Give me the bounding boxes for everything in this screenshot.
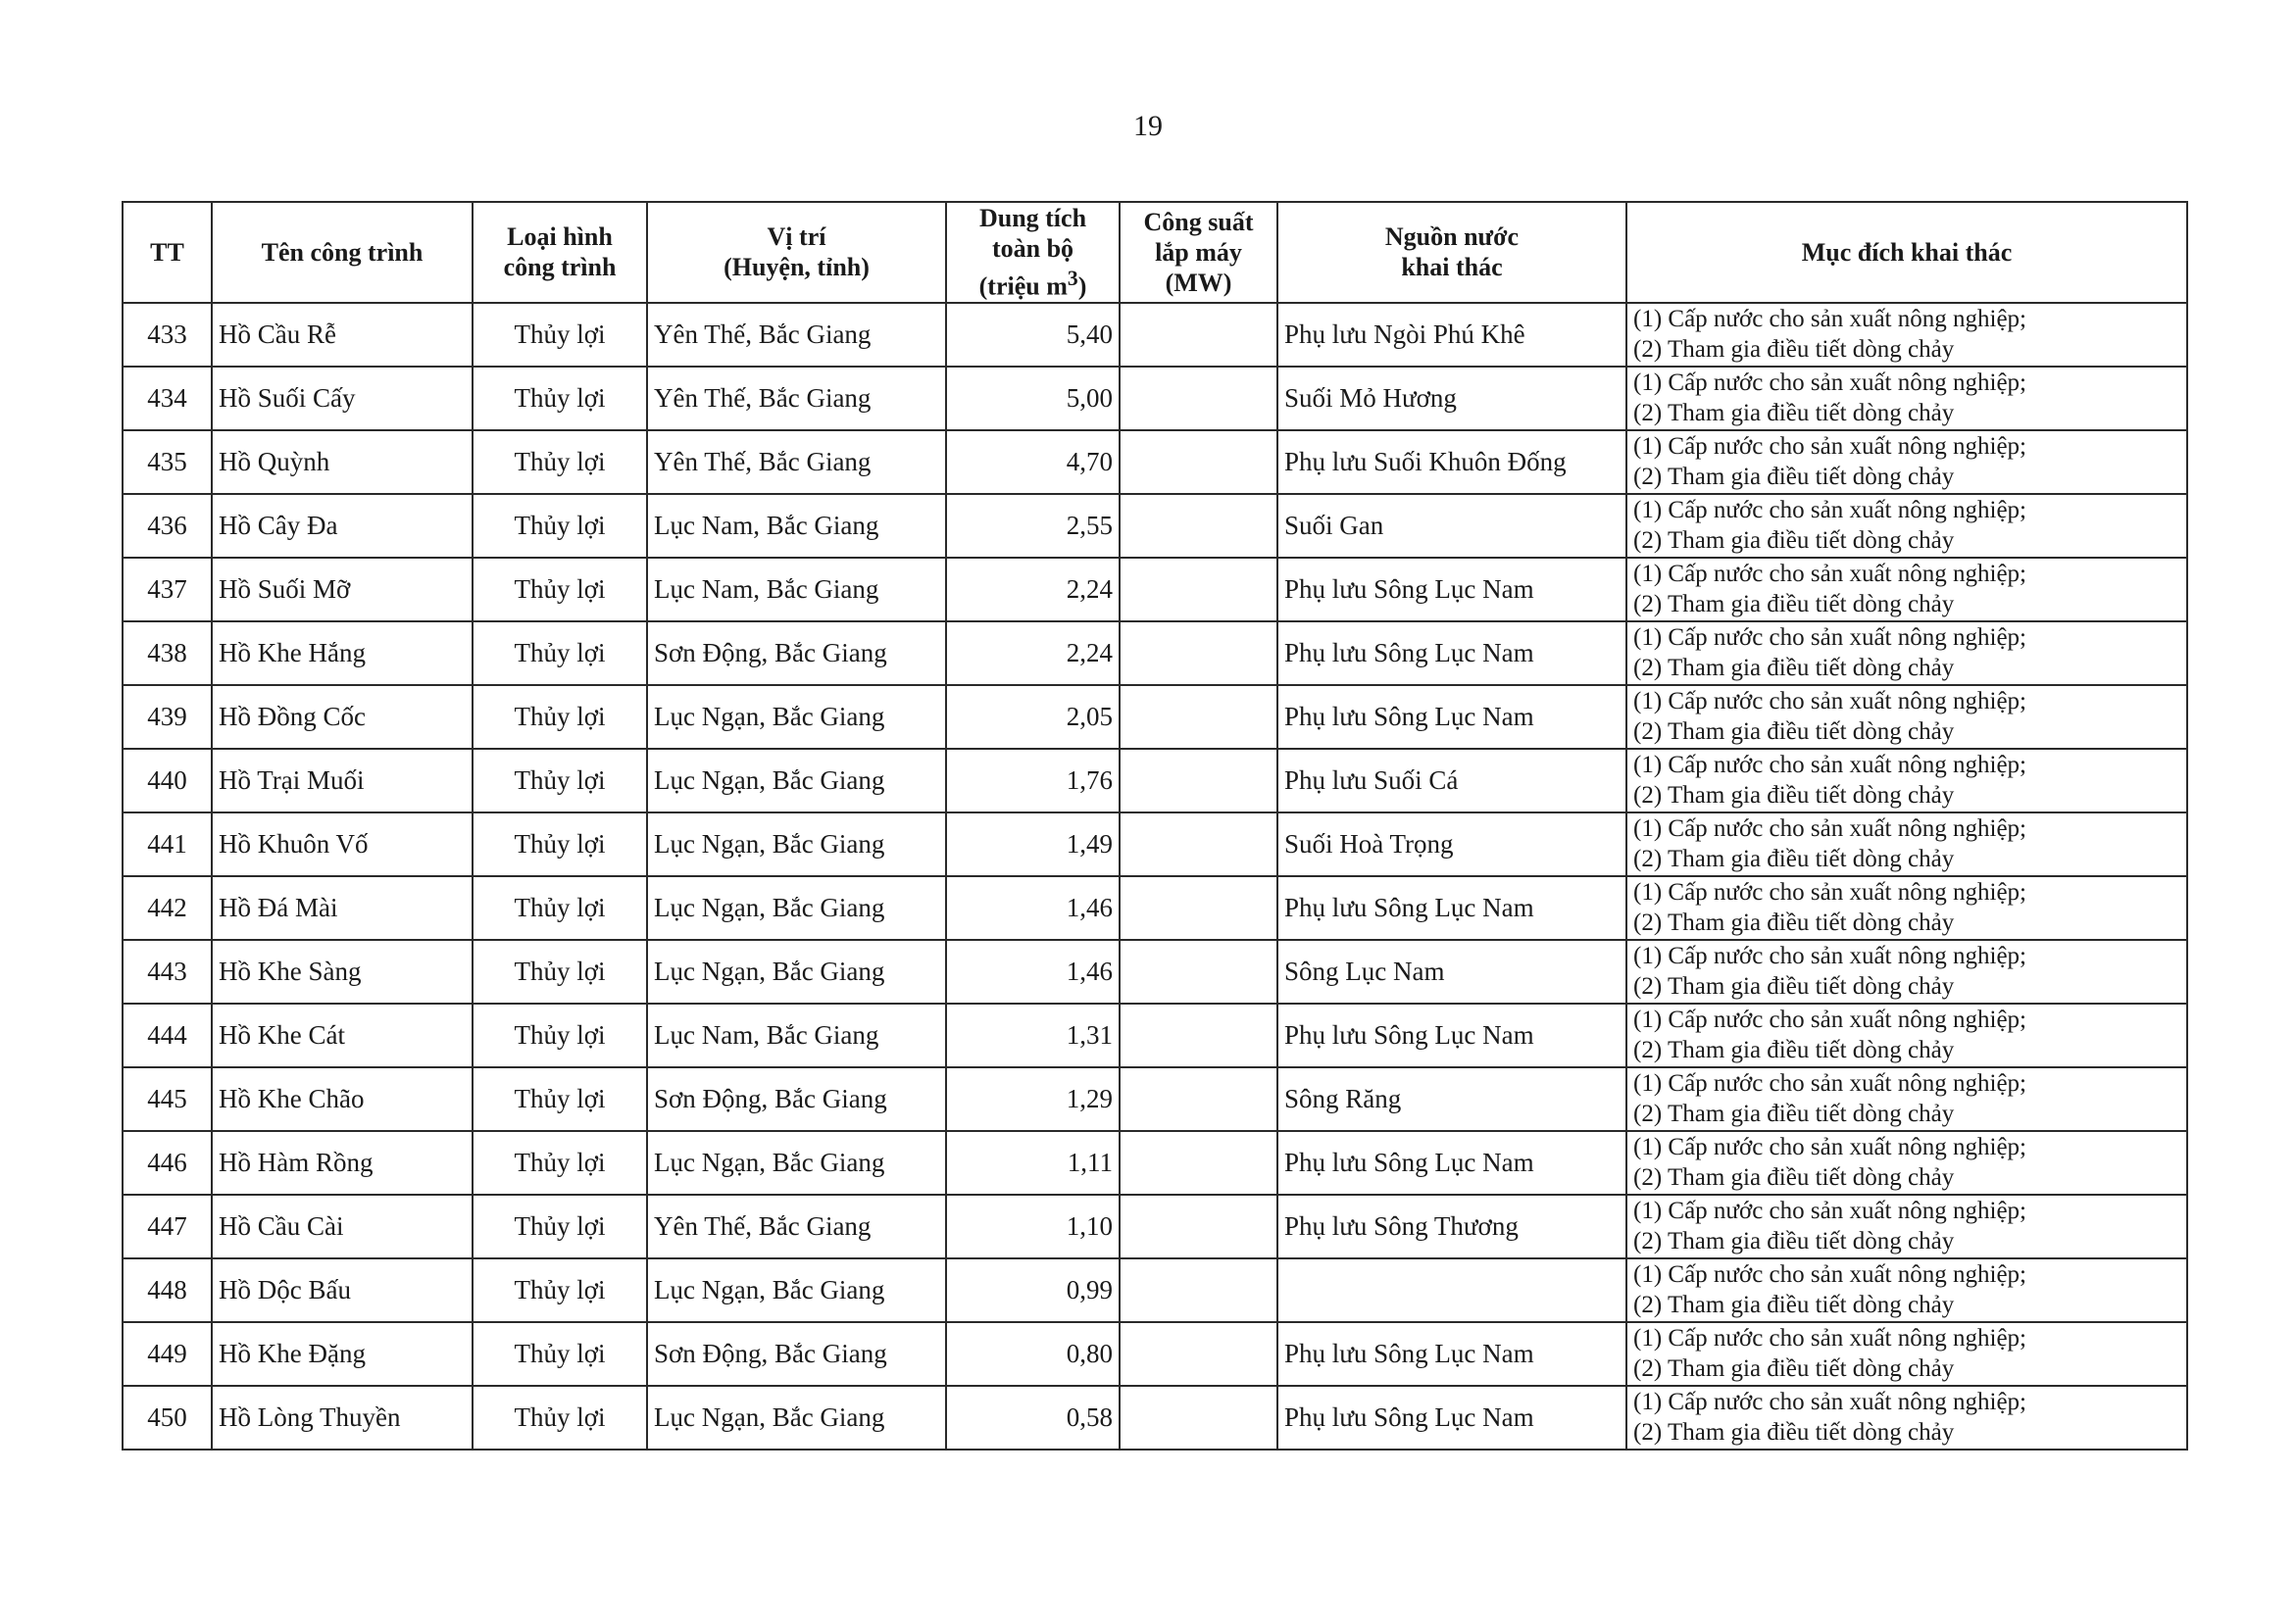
cell-type: Thủy lợi <box>473 940 647 1004</box>
cell-type: Thủy lợi <box>473 1067 647 1131</box>
cell-name: Hồ Cầu Cài <box>212 1195 473 1258</box>
cell-source: Phụ lưu Suối Cá <box>1277 749 1626 812</box>
cell-power <box>1120 1131 1277 1195</box>
cell-location: Lục Ngạn, Bắc Giang <box>647 812 946 876</box>
purpose-line: (1) Cấp nước cho sản xuất nông nghiệp; <box>1633 1198 2026 1225</box>
purpose-line: (1) Cấp nước cho sản xuất nông nghiệp; <box>1633 306 2026 333</box>
cell-type: Thủy lợi <box>473 621 647 685</box>
cell-power <box>1120 558 1277 621</box>
cell-power <box>1120 430 1277 494</box>
cell-tt: 446 <box>123 1131 212 1195</box>
cell-type: Thủy lợi <box>473 1004 647 1067</box>
purpose-line: (1) Cấp nước cho sản xuất nông nghiệp; <box>1633 1389 2026 1416</box>
cell-power <box>1120 812 1277 876</box>
cell-power <box>1120 1004 1277 1067</box>
cell-purpose <box>1626 940 2187 1004</box>
cell-type: Thủy lợi <box>473 494 647 558</box>
cell-source: Phụ lưu Sông Lục Nam <box>1277 685 1626 749</box>
cell-capacity: 2,24 <box>946 558 1120 621</box>
cell-location: Lục Ngạn, Bắc Giang <box>647 1258 946 1322</box>
cell-type: Thủy lợi <box>473 1131 647 1195</box>
cell-source: Phụ lưu Sông Lục Nam <box>1277 1386 1626 1450</box>
purpose-line: (1) Cấp nước cho sản xuất nông nghiệp; <box>1633 1070 2026 1098</box>
cell-capacity: 1,31 <box>946 1004 1120 1067</box>
cell-type: Thủy lợi <box>473 1322 647 1386</box>
cell-type: Thủy lợi <box>473 1386 647 1450</box>
table-row <box>123 1067 2187 1131</box>
cell-location: Sơn Động, Bắc Giang <box>647 1322 946 1386</box>
cell-power <box>1120 749 1277 812</box>
cell-capacity: 2,05 <box>946 685 1120 749</box>
cell-name: Hồ Dộc Bấu <box>212 1258 473 1322</box>
cell-purpose <box>1626 1004 2187 1067</box>
cell-capacity: 1,10 <box>946 1195 1120 1258</box>
header-row <box>123 202 2187 303</box>
cell-name: Hồ Đá Mài <box>212 876 473 940</box>
purpose-line: (1) Cấp nước cho sản xuất nông nghiệp; <box>1633 815 2026 843</box>
header-source: Nguồn nước khai thác <box>1277 202 1626 303</box>
purpose-line: (2) Tham gia điều tiết dòng chảy <box>1633 655 1955 682</box>
cell-source: Phụ lưu Sông Lục Nam <box>1277 621 1626 685</box>
cell-purpose <box>1626 558 2187 621</box>
cell-tt: 444 <box>123 1004 212 1067</box>
cell-capacity: 0,99 <box>946 1258 1120 1322</box>
cell-name: Hồ Suối Mỡ <box>212 558 473 621</box>
cell-type: Thủy lợi <box>473 367 647 430</box>
cell-location: Yên Thế, Bắc Giang <box>647 1195 946 1258</box>
cell-purpose <box>1626 303 2187 367</box>
cell-purpose <box>1626 494 2187 558</box>
purpose-line: (2) Tham gia điều tiết dòng chảy <box>1633 336 1955 364</box>
cell-type: Thủy lợi <box>473 303 647 367</box>
cell-location: Lục Ngạn, Bắc Giang <box>647 685 946 749</box>
purpose-line: (1) Cấp nước cho sản xuất nông nghiệp; <box>1633 688 2026 715</box>
cell-capacity: 2,55 <box>946 494 1120 558</box>
table-row <box>123 685 2187 749</box>
table-row <box>123 1131 2187 1195</box>
table-row <box>123 876 2187 940</box>
cell-source: Phụ lưu Sông Lục Nam <box>1277 1322 1626 1386</box>
cell-capacity: 1,11 <box>946 1131 1120 1195</box>
cell-name: Hồ Hàm Rồng <box>212 1131 473 1195</box>
cell-power <box>1120 1322 1277 1386</box>
cell-tt: 443 <box>123 940 212 1004</box>
cell-capacity: 1,49 <box>946 812 1120 876</box>
table-row <box>123 1004 2187 1067</box>
cell-power <box>1120 621 1277 685</box>
cell-location: Yên Thế, Bắc Giang <box>647 430 946 494</box>
table-row <box>123 494 2187 558</box>
cell-source: Sông Lục Nam <box>1277 940 1626 1004</box>
cell-type: Thủy lợi <box>473 876 647 940</box>
reservoir-table <box>122 201 2188 1451</box>
cell-tt: 433 <box>123 303 212 367</box>
cell-source: Phụ lưu Sông Lục Nam <box>1277 1004 1626 1067</box>
cell-purpose <box>1626 430 2187 494</box>
cell-tt: 440 <box>123 749 212 812</box>
purpose-line: (2) Tham gia điều tiết dòng chảy <box>1633 1101 1955 1128</box>
cell-power <box>1120 1386 1277 1450</box>
purpose-line: (2) Tham gia điều tiết dòng chảy <box>1633 464 1955 491</box>
cell-name: Hồ Cầu Rễ <box>212 303 473 367</box>
purpose-line: (1) Cấp nước cho sản xuất nông nghiệp; <box>1633 1325 2026 1352</box>
cell-location: Lục Ngạn, Bắc Giang <box>647 940 946 1004</box>
cell-tt: 445 <box>123 1067 212 1131</box>
purpose-line: (2) Tham gia điều tiết dòng chảy <box>1633 846 1955 873</box>
purpose-line: (2) Tham gia điều tiết dòng chảy <box>1633 527 1955 555</box>
purpose-line: (2) Tham gia điều tiết dòng chảy <box>1633 591 1955 618</box>
table-row <box>123 1322 2187 1386</box>
table-body <box>123 303 2187 1450</box>
cell-purpose <box>1626 812 2187 876</box>
purpose-line: (1) Cấp nước cho sản xuất nông nghiệp; <box>1633 943 2026 970</box>
cell-name: Hồ Khe Cát <box>212 1004 473 1067</box>
purpose-line: (1) Cấp nước cho sản xuất nông nghiệp; <box>1633 752 2026 779</box>
cell-tt: 434 <box>123 367 212 430</box>
cell-name: Hồ Khe Hắng <box>212 621 473 685</box>
table-row <box>123 303 2187 367</box>
cell-tt: 448 <box>123 1258 212 1322</box>
cell-capacity: 0,80 <box>946 1322 1120 1386</box>
cell-purpose <box>1626 1322 2187 1386</box>
table-row <box>123 558 2187 621</box>
cell-tt: 435 <box>123 430 212 494</box>
cell-tt: 450 <box>123 1386 212 1450</box>
cell-capacity: 1,76 <box>946 749 1120 812</box>
cell-type: Thủy lợi <box>473 749 647 812</box>
purpose-line: (2) Tham gia điều tiết dòng chảy <box>1633 1355 1955 1383</box>
purpose-line: (1) Cấp nước cho sản xuất nông nghiệp; <box>1633 561 2026 588</box>
cell-power <box>1120 303 1277 367</box>
cell-name: Hồ Khe Đặng <box>212 1322 473 1386</box>
cell-name: Hồ Khuôn Vố <box>212 812 473 876</box>
cell-location: Lục Ngạn, Bắc Giang <box>647 876 946 940</box>
cell-purpose <box>1626 1386 2187 1450</box>
cell-location: Lục Nam, Bắc Giang <box>647 558 946 621</box>
cell-source: Suối Gan <box>1277 494 1626 558</box>
table-row <box>123 812 2187 876</box>
header-location: Vị trí (Huyện, tỉnh) <box>647 202 946 303</box>
cell-type: Thủy lợi <box>473 812 647 876</box>
cell-power <box>1120 367 1277 430</box>
purpose-line: (2) Tham gia điều tiết dòng chảy <box>1633 1419 1955 1447</box>
purpose-line: (2) Tham gia điều tiết dòng chảy <box>1633 718 1955 746</box>
cell-capacity: 1,46 <box>946 940 1120 1004</box>
header-power: Công suất lắp máy (MW) <box>1120 202 1277 303</box>
purpose-line: (1) Cấp nước cho sản xuất nông nghiệp; <box>1633 497 2026 524</box>
cell-power <box>1120 1195 1277 1258</box>
cell-source: Sông Răng <box>1277 1067 1626 1131</box>
table-row <box>123 621 2187 685</box>
header-name: Tên công trình <box>212 202 473 303</box>
cell-tt: 449 <box>123 1322 212 1386</box>
cell-location: Yên Thế, Bắc Giang <box>647 367 946 430</box>
purpose-line: (1) Cấp nước cho sản xuất nông nghiệp; <box>1633 1007 2026 1034</box>
cell-location: Lục Ngạn, Bắc Giang <box>647 749 946 812</box>
cell-purpose <box>1626 1195 2187 1258</box>
cell-tt: 438 <box>123 621 212 685</box>
cell-capacity: 1,29 <box>946 1067 1120 1131</box>
cell-location: Sơn Động, Bắc Giang <box>647 621 946 685</box>
cell-source: Phụ lưu Sông Lục Nam <box>1277 558 1626 621</box>
cell-source: Suối Mỏ Hương <box>1277 367 1626 430</box>
cell-name: Hồ Đồng Cốc <box>212 685 473 749</box>
cell-type: Thủy lợi <box>473 1258 647 1322</box>
cell-capacity: 5,40 <box>946 303 1120 367</box>
purpose-line: (2) Tham gia điều tiết dòng chảy <box>1633 1292 1955 1319</box>
cell-type: Thủy lợi <box>473 430 647 494</box>
cell-purpose <box>1626 621 2187 685</box>
cell-tt: 447 <box>123 1195 212 1258</box>
purpose-line: (1) Cấp nước cho sản xuất nông nghiệp; <box>1633 369 2026 397</box>
cell-location: Lục Nam, Bắc Giang <box>647 494 946 558</box>
cell-name: Hồ Cây Đa <box>212 494 473 558</box>
table-row <box>123 367 2187 430</box>
cell-type: Thủy lợi <box>473 558 647 621</box>
cell-source: Phụ lưu Ngòi Phú Khê <box>1277 303 1626 367</box>
header-tt: TT <box>123 202 212 303</box>
page-number: 19 <box>1133 110 1163 142</box>
cell-purpose <box>1626 1067 2187 1131</box>
cell-name: Hồ Suối Cấy <box>212 367 473 430</box>
cell-purpose <box>1626 685 2187 749</box>
cell-tt: 439 <box>123 685 212 749</box>
cell-type: Thủy lợi <box>473 685 647 749</box>
cell-capacity: 1,46 <box>946 876 1120 940</box>
cell-tt: 442 <box>123 876 212 940</box>
cell-source: Phụ lưu Sông Thương <box>1277 1195 1626 1258</box>
cell-power <box>1120 1067 1277 1131</box>
purpose-line: (1) Cấp nước cho sản xuất nông nghiệp; <box>1633 433 2026 461</box>
purpose-line: (1) Cấp nước cho sản xuất nông nghiệp; <box>1633 1261 2026 1289</box>
cell-source: Phụ lưu Suối Khuôn Đống <box>1277 430 1626 494</box>
cell-purpose <box>1626 749 2187 812</box>
cell-type: Thủy lợi <box>473 1195 647 1258</box>
cell-purpose <box>1626 367 2187 430</box>
cell-source <box>1277 1258 1626 1322</box>
cell-power <box>1120 494 1277 558</box>
cell-tt: 441 <box>123 812 212 876</box>
cell-source: Phụ lưu Sông Lục Nam <box>1277 876 1626 940</box>
cell-location: Yên Thế, Bắc Giang <box>647 303 946 367</box>
purpose-line: (1) Cấp nước cho sản xuất nông nghiệp; <box>1633 624 2026 652</box>
cell-source: Suối Hoà Trọng <box>1277 812 1626 876</box>
table-row <box>123 430 2187 494</box>
table-row <box>123 749 2187 812</box>
cell-tt: 436 <box>123 494 212 558</box>
cell-name: Hồ Trại Muối <box>212 749 473 812</box>
cell-tt: 437 <box>123 558 212 621</box>
cell-capacity: 2,24 <box>946 621 1120 685</box>
cell-name: Hồ Lòng Thuyền <box>212 1386 473 1450</box>
header-capacity: Dung tích toàn bộ (triệu $m^3$) <box>946 202 1120 303</box>
cell-source: Phụ lưu Sông Lục Nam <box>1277 1131 1626 1195</box>
cell-location: Lục Nam, Bắc Giang <box>647 1004 946 1067</box>
cell-capacity: 0,58 <box>946 1386 1120 1450</box>
purpose-line: (2) Tham gia điều tiết dòng chảy <box>1633 973 1955 1001</box>
purpose-line: (1) Cấp nước cho sản xuất nông nghiệp; <box>1633 1134 2026 1161</box>
purpose-line: (2) Tham gia điều tiết dòng chảy <box>1633 910 1955 937</box>
cell-name: Hồ Khe Chão <box>212 1067 473 1131</box>
cell-power <box>1120 1258 1277 1322</box>
cell-location: Lục Ngạn, Bắc Giang <box>647 1131 946 1195</box>
cell-capacity: 5,00 <box>946 367 1120 430</box>
cell-purpose <box>1626 1258 2187 1322</box>
header-type: Loại hình công trình <box>473 202 647 303</box>
purpose-line: (2) Tham gia điều tiết dòng chảy <box>1633 1164 1955 1192</box>
purpose-line: (2) Tham gia điều tiết dòng chảy <box>1633 1037 1955 1064</box>
cell-purpose <box>1626 876 2187 940</box>
table-row <box>123 940 2187 1004</box>
table-row <box>123 1386 2187 1450</box>
cell-location: Lục Ngạn, Bắc Giang <box>647 1386 946 1450</box>
cell-power <box>1120 876 1277 940</box>
cell-purpose <box>1626 1131 2187 1195</box>
purpose-line: (1) Cấp nước cho sản xuất nông nghiệp; <box>1633 879 2026 907</box>
table-row <box>123 1195 2187 1258</box>
purpose-line: (2) Tham gia điều tiết dòng chảy <box>1633 400 1955 427</box>
cell-power <box>1120 685 1277 749</box>
cell-name: Hồ Quỳnh <box>212 430 473 494</box>
cell-capacity: 4,70 <box>946 430 1120 494</box>
purpose-line: (2) Tham gia điều tiết dòng chảy <box>1633 1228 1955 1255</box>
cell-name: Hồ Khe Sàng <box>212 940 473 1004</box>
cell-power <box>1120 940 1277 1004</box>
header-purpose: Mục đích khai thác <box>1626 202 2187 303</box>
table-row <box>123 1258 2187 1322</box>
cell-location: Sơn Động, Bắc Giang <box>647 1067 946 1131</box>
purpose-line: (2) Tham gia điều tiết dòng chảy <box>1633 782 1955 810</box>
